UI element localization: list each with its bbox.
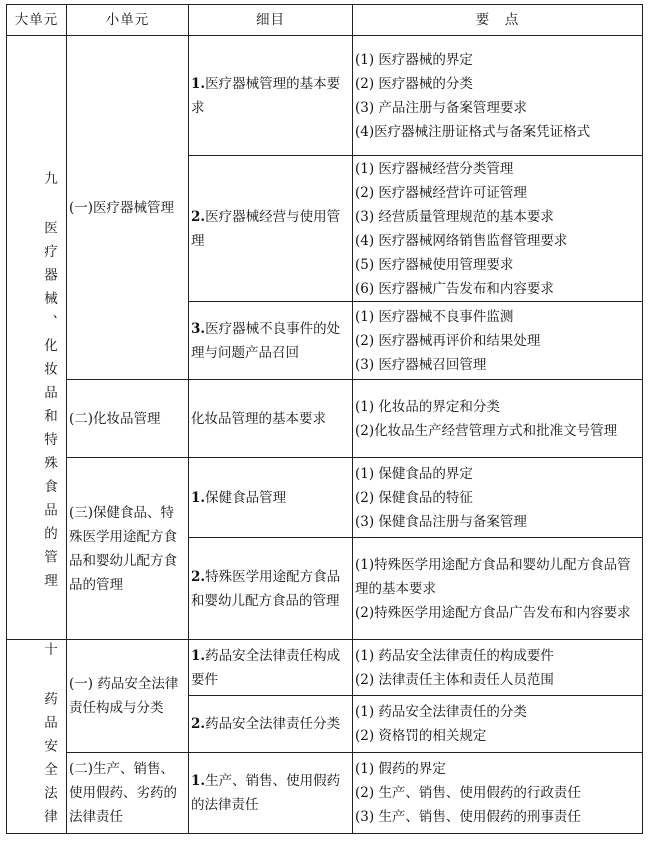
point-item: (1) 药品安全法律责任的分类	[355, 704, 527, 721]
header-key-points: 要 点	[353, 5, 643, 36]
subunit-cell: (一) 药品安全法律责任构成与分类	[67, 640, 189, 753]
points-cell	[353, 752, 643, 833]
detail-number: 2.	[191, 568, 206, 585]
points-cell	[353, 156, 643, 302]
detail-label: 医疗器械管理的基本要求	[191, 75, 341, 116]
points-cell	[353, 302, 643, 380]
table-row	[7, 380, 643, 458]
point-item: (2)化妆品生产经营管理方式和批准文号管理	[355, 422, 618, 439]
point-item: (1) 医疗器械的界定	[355, 51, 473, 68]
detail-number: 2.	[191, 716, 206, 733]
detail-label: 化妆品管理的基本要求	[191, 410, 326, 427]
point-item: (2)特殊医学用途配方食品广告发布和内容要求	[355, 604, 631, 621]
point-item: (4) 医疗器械网络销售监督管理要求	[355, 232, 568, 249]
point-item: (2) 保健食品的特征	[355, 489, 473, 506]
point-item: (1) 假药的界定	[355, 760, 446, 777]
detail-cell	[189, 538, 353, 640]
point-item: (2) 资格罚的相关规定	[355, 728, 487, 745]
point-item: (1) 药品安全法律责任的构成要件	[355, 647, 554, 664]
point-item: (3) 产品注册与备案管理要求	[355, 99, 527, 116]
points-cell	[353, 640, 643, 696]
subunit-cell: (一)医疗器械管理	[67, 36, 189, 380]
detail-cell	[189, 380, 353, 458]
detail-number: 2.	[191, 208, 206, 225]
points-cell	[353, 696, 643, 752]
detail-cell	[189, 640, 353, 696]
points-cell	[353, 458, 643, 538]
detail-cell	[189, 458, 353, 538]
header-detail: 细目	[189, 5, 353, 36]
detail-label: 医疗器械不良事件的处理与问题产品召回	[191, 320, 341, 361]
subunit-cell: (三)保健食品、特殊医学用途配方食品和婴幼儿配方食品的管理	[67, 458, 189, 640]
detail-cell	[189, 156, 353, 302]
detail-cell	[189, 36, 353, 156]
header-small-unit: 小单元	[67, 5, 189, 36]
table-row	[7, 36, 643, 156]
points-cell	[353, 36, 643, 156]
detail-label: 保健食品管理	[205, 489, 287, 506]
subunit-cell: (二)化妆品管理	[67, 380, 189, 458]
point-item: (1) 医疗器械不良事件监测	[355, 308, 514, 325]
detail-label: 生产、销售、使用假药的法律责任	[191, 772, 341, 813]
subunit-cell: (二)生产、销售、使用假药、劣药的法律责任	[67, 752, 189, 833]
header-big-unit: 大单元	[7, 5, 67, 36]
detail-number: 1.	[191, 75, 206, 92]
points-cell	[353, 380, 643, 458]
point-item: (6) 医疗器械广告发布和内容要求	[355, 280, 554, 297]
detail-number: 1.	[191, 489, 206, 506]
detail-number: 1.	[191, 772, 206, 789]
points-cell	[353, 538, 643, 640]
detail-number: 1.	[191, 647, 206, 664]
unit-ten-cell: 十 药品安全法律	[7, 640, 67, 834]
point-item: (3) 生产、销售、使用假药的刑事责任	[355, 808, 581, 825]
point-item: (3) 保健食品注册与备案管理	[355, 513, 527, 530]
point-item: (2) 医疗器械经营许可证管理	[355, 184, 527, 201]
point-item: (1) 医疗器械经营分类管理	[355, 160, 514, 177]
detail-label: 医疗器械经营与使用管理	[191, 208, 341, 249]
point-item: (2) 医疗器械再评价和结果处理	[355, 332, 541, 349]
detail-cell	[189, 302, 353, 380]
point-item: (5) 医疗器械使用管理要求	[355, 256, 514, 273]
point-item: (2) 法律责任主体和责任人员范围	[355, 671, 554, 688]
detail-cell	[189, 752, 353, 833]
point-item: (3) 经营质量管理规范的基本要求	[355, 208, 554, 225]
table-row	[7, 640, 643, 696]
point-item: (1)特殊医学用途配方食品和婴幼儿配方食品管理的基本要求	[355, 556, 631, 597]
syllabus-table	[6, 4, 643, 834]
point-item: (4)医疗器械注册证格式与备案凭证格式	[355, 123, 591, 140]
point-item: (2) 生产、销售、使用假药的行政责任	[355, 784, 581, 801]
detail-cell	[189, 696, 353, 752]
point-item: (2) 医疗器械的分类	[355, 75, 473, 92]
point-item: (1) 化妆品的界定和分类	[355, 398, 500, 415]
point-item: (3) 医疗器械召回管理	[355, 356, 487, 373]
unit-nine-cell: 九 医疗器械、化妆品和特殊食品的管理	[7, 36, 67, 640]
point-item: (1) 保健食品的界定	[355, 465, 473, 482]
table-row	[7, 752, 643, 833]
detail-number: 3.	[191, 320, 206, 337]
detail-label: 药品安全法律责任构成要件	[191, 647, 341, 688]
detail-label: 特殊医学用途配方食品和婴幼儿配方食品的管理	[191, 568, 341, 609]
table-row	[7, 458, 643, 538]
detail-label: 药品安全法律责任分类	[205, 716, 341, 733]
table-header-row	[7, 5, 643, 36]
